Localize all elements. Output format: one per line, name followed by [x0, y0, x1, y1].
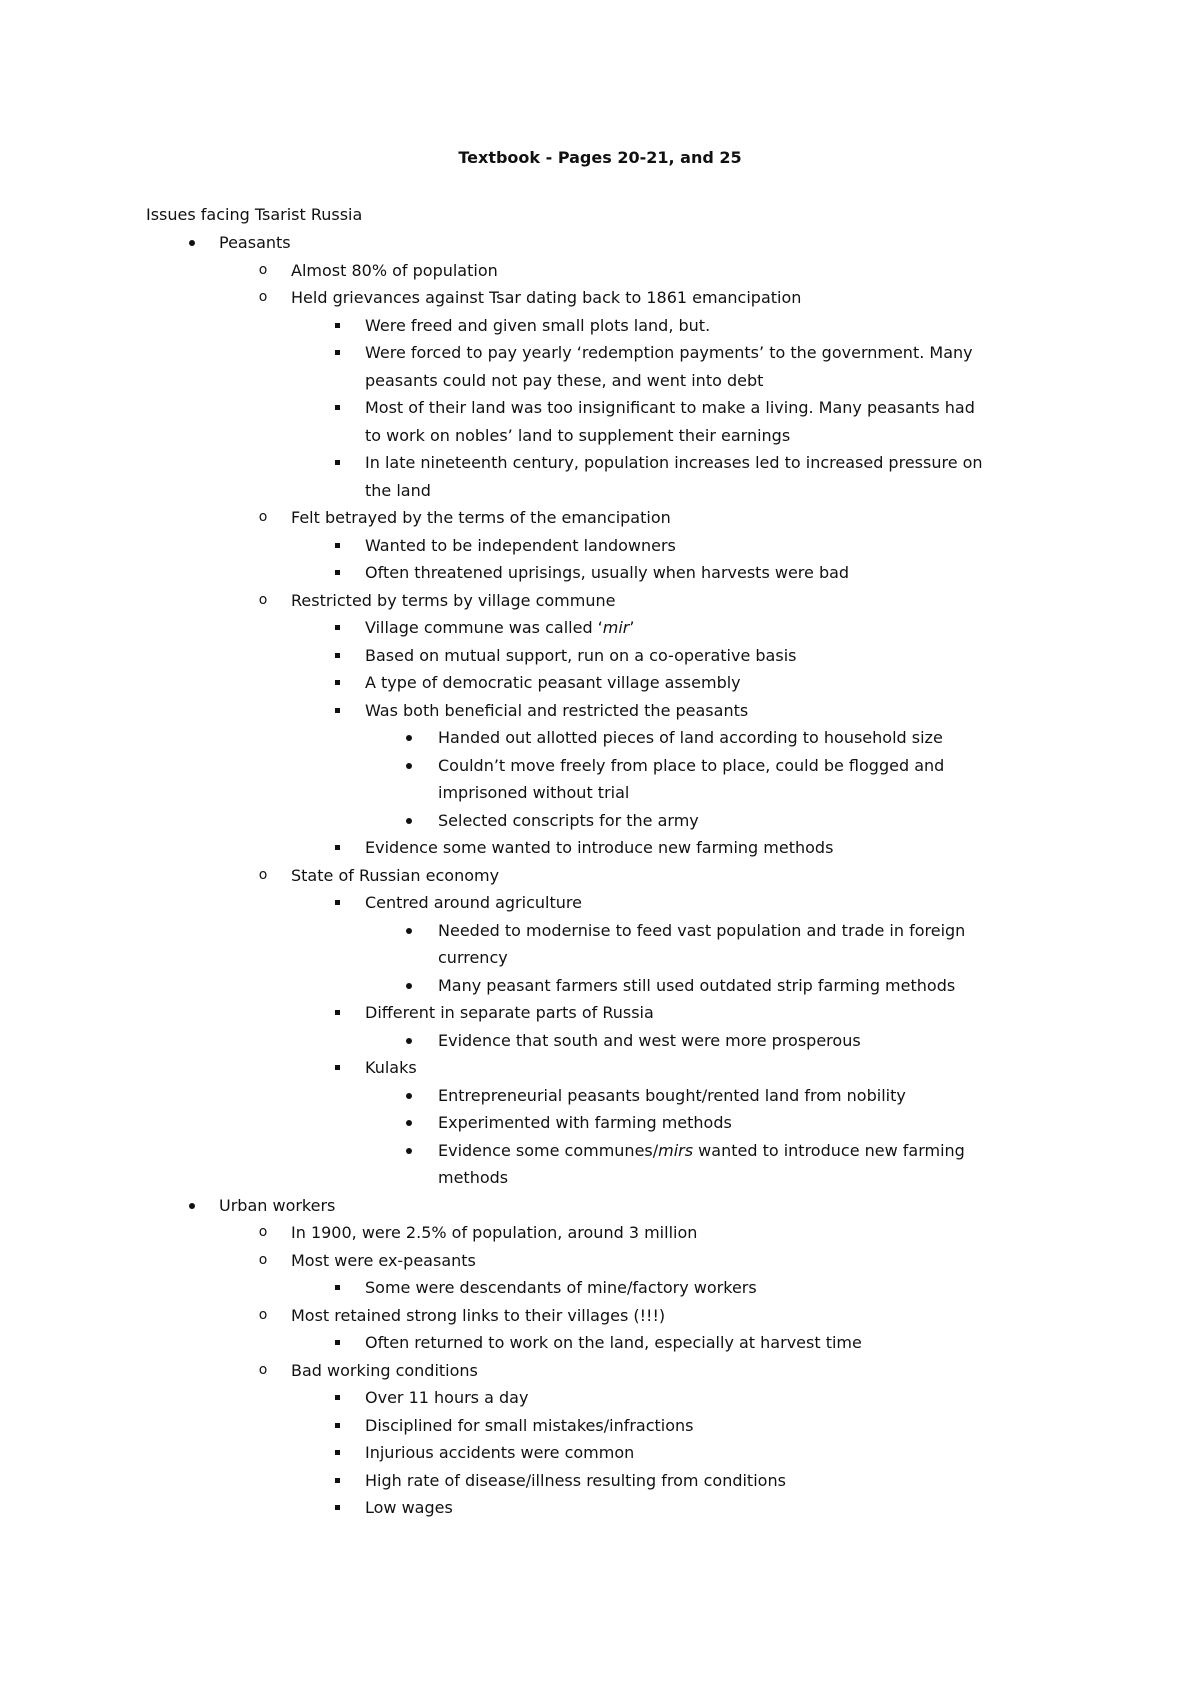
list-item-text: imprisoned without trial	[438, 783, 630, 802]
list-item	[0, 284, 1200, 312]
list-item-continuation	[0, 944, 1200, 972]
list-item-text: Couldn’t move freely from place to place, could be flogged and	[438, 755, 945, 775]
bullet-letter-o-marker: o	[258, 509, 268, 525]
bullet-outline	[0, 229, 1200, 1522]
list-item-continuation	[0, 1164, 1200, 1192]
list-item-text: Most retained strong links to their villages (!!!)	[291, 1305, 666, 1325]
list-item-text: Based on mutual support, run on a co-operative basis	[365, 645, 797, 665]
list-item	[0, 449, 1200, 477]
list-item-continuation	[0, 477, 1200, 505]
bullet-letter-o-marker: o	[258, 261, 268, 278]
list-item	[0, 834, 1200, 862]
list-item-text: Held grievances against Tsar dating back to 1861 emancipation	[291, 288, 802, 307]
list-item	[0, 1192, 1200, 1220]
list-item-text: Some were descendants of mine/factory workers	[365, 1278, 757, 1297]
list-item	[0, 504, 1200, 532]
list-item-text: Centred around agriculture	[365, 893, 582, 912]
list-item	[0, 1412, 1200, 1440]
list-item	[0, 1027, 1200, 1055]
list-item-text: Almost 80% of population	[291, 260, 498, 280]
bullet-letter-o-marker: o	[258, 866, 268, 883]
bullet-letter-o-marker: o	[258, 1251, 268, 1268]
list-item	[0, 339, 1200, 367]
list-item-continuation	[0, 422, 1200, 450]
list-item	[0, 669, 1200, 697]
list-item-text: Urban workers	[219, 1195, 336, 1215]
section-heading: Issues facing Tsarist Russia	[146, 205, 363, 224]
list-item	[0, 862, 1200, 890]
list-item-continuation	[0, 367, 1200, 395]
list-item-text: Often threatened uprisings, usually when harvests were bad	[365, 563, 850, 582]
list-item	[0, 229, 1200, 257]
list-item-text: Low wages	[365, 1498, 453, 1517]
list-item	[0, 532, 1200, 560]
list-item	[0, 312, 1200, 340]
list-item	[0, 917, 1200, 945]
list-item	[0, 1329, 1200, 1357]
list-item-text: In late nineteenth century, population increases led to increased pressure on	[365, 453, 983, 472]
list-item	[0, 999, 1200, 1027]
list-item	[0, 1137, 1200, 1165]
list-item-text: peasants could not pay these, and went into debt	[365, 370, 764, 390]
list-item-text: Over 11 hours a day	[365, 1388, 529, 1407]
list-item-text: High rate of disease/illness resulting from conditions	[365, 1470, 786, 1490]
list-item	[0, 972, 1200, 1000]
list-item	[0, 1357, 1200, 1385]
list-item	[0, 1082, 1200, 1110]
list-item-text: Entrepreneurial peasants bought/rented land from nobility	[438, 1085, 906, 1105]
list-item	[0, 257, 1200, 285]
list-item-text: Most were ex-peasants	[291, 1250, 476, 1270]
bullet-letter-o-marker: o	[258, 591, 268, 608]
list-item-text: the land	[365, 480, 431, 500]
list-item-text: Evidence that south and west were more prosperous	[438, 1030, 861, 1050]
list-item	[0, 697, 1200, 725]
list-item-text: Evidence some communes/mirs wanted to introduce new farming	[438, 1140, 965, 1160]
list-item-text: Needed to modernise to feed vast population and trade in foreign	[438, 920, 966, 940]
list-item-text: Experimented with farming methods	[438, 1113, 732, 1132]
list-item-text: Kulaks	[365, 1058, 417, 1077]
list-item-text: Different in separate parts of Russia	[365, 1003, 654, 1022]
bullet-letter-o-marker: o	[258, 1306, 268, 1323]
list-item-text: State of Russian economy	[291, 865, 500, 885]
list-item-text: Were forced to pay yearly ‘redemption payments’ to the government. Many	[365, 343, 973, 362]
list-item-text: Bad working conditions	[291, 1360, 478, 1380]
list-item	[0, 1109, 1200, 1137]
list-item	[0, 1274, 1200, 1302]
list-item-text: Was both beneficial and restricted the peasants	[365, 700, 749, 720]
document-title: Textbook - Pages 20-21, and 25	[458, 148, 742, 167]
list-item	[0, 1494, 1200, 1522]
list-item-text: Felt betrayed by the terms of the emancipation	[291, 508, 671, 527]
list-item-text: Restricted by terms by village commune	[291, 590, 616, 610]
list-item-text: Village commune was called ‘mir’	[365, 618, 635, 637]
list-item-text: Many peasant farmers still used outdated strip farming methods	[438, 975, 956, 995]
list-item	[0, 807, 1200, 835]
list-item-text: In 1900, were 2.5% of population, around 3 million	[291, 1223, 698, 1242]
list-item-text: Peasants	[219, 233, 291, 252]
list-item-text: Selected conscripts for the army	[438, 810, 699, 830]
list-item	[0, 1054, 1200, 1082]
list-item	[0, 394, 1200, 422]
bullet-letter-o-marker: o	[258, 289, 268, 305]
list-item	[0, 1467, 1200, 1495]
list-item-text: Most of their land was too insignificant to make a living. Many peasants had	[365, 398, 975, 417]
list-item	[0, 889, 1200, 917]
list-item-text: Injurious accidents were common	[365, 1443, 635, 1462]
list-item	[0, 587, 1200, 615]
list-item-text: currency	[438, 948, 508, 967]
list-item-text: Were freed and given small plots land, but.	[365, 315, 711, 335]
list-item-text: Handed out allotted pieces of land according to household size	[438, 728, 943, 747]
list-item-continuation	[0, 779, 1200, 807]
list-item-text: Often returned to work on the land, especially at harvest time	[365, 1333, 862, 1352]
list-item	[0, 1384, 1200, 1412]
list-item	[0, 1247, 1200, 1275]
bullet-letter-o-marker: o	[258, 1361, 268, 1378]
list-item	[0, 559, 1200, 587]
list-item-text: A type of democratic peasant village assembly	[365, 673, 741, 692]
list-item-text: methods	[438, 1168, 509, 1187]
list-item	[0, 642, 1200, 670]
bullet-letter-o-marker: o	[258, 1224, 268, 1240]
list-item-text: to work on nobles’ land to supplement their earnings	[365, 425, 791, 445]
list-item	[0, 752, 1200, 780]
list-item	[0, 614, 1200, 642]
list-item-text: Evidence some wanted to introduce new farming methods	[365, 838, 834, 857]
list-item	[0, 724, 1200, 752]
list-item-text: Wanted to be independent landowners	[365, 535, 676, 555]
list-item-text: Disciplined for small mistakes/infractions	[365, 1415, 694, 1435]
list-item	[0, 1439, 1200, 1467]
list-item	[0, 1302, 1200, 1330]
list-item	[0, 1219, 1200, 1247]
